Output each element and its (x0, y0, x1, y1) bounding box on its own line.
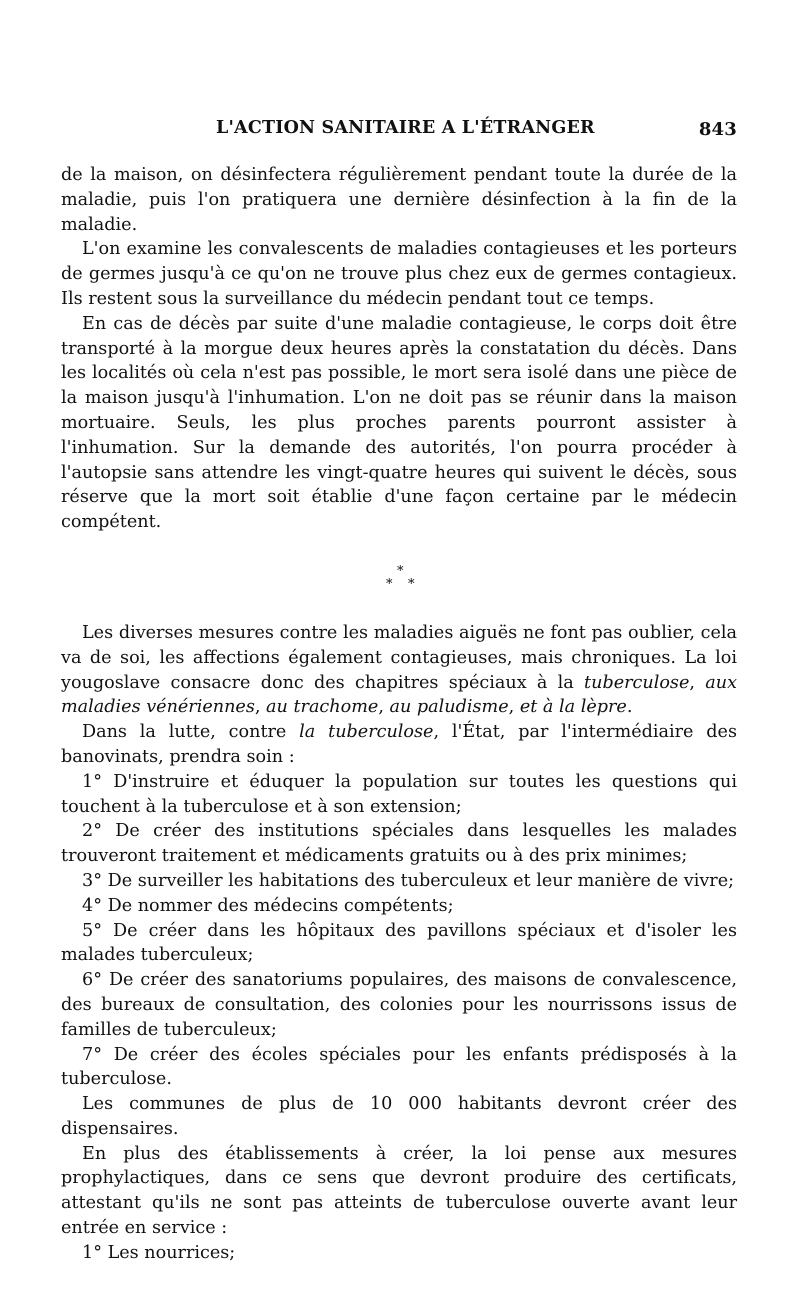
italic-term: au paludisme (389, 697, 509, 718)
measure-item: 1° D'instruire et éduquer la population sur toutes les questions qui touchent à la tuberculose et à son extension; (61, 771, 737, 817)
measure-item: 5° De créer dans les hôpitaux des pavillons spéciaux et d'isoler les malades tuberculeux; (61, 920, 737, 966)
italic-term: et à la lèpre (519, 697, 627, 718)
paragraph-certificats: En plus des établissements à créer, la loi pense aux mesures prophylactiques, dans ce sens que devront produire des certificats, attestant qu'ils ne sont pas atteints de tuberculose ouverte avant leur entrée en service : (61, 1143, 737, 1239)
italic-term: tuberculose (584, 672, 690, 693)
measure-item: 7° De créer des écoles spéciales pour les enfants prédisposés à la tuberculose. (61, 1044, 737, 1090)
paragraph-convalescents: L'on examine les convalescents de maladies contagieuses et les porteurs de germes jusqu'à ce qu'on ne trouve plus chez eux de germes contagieux. Ils restent sous la surveillance du médecin pendant tout ce temps. (61, 239, 737, 309)
measure-item: 6° De créer des sanatoriums populaires, des maisons de convalescence, des bureaux de consultation, des colonies pour les nourrissons issus de familles de tuberculeux; (61, 970, 737, 1040)
running-header (61, 118, 737, 148)
page-number: 843 (698, 119, 737, 140)
certificate-item: 1° Les nourrices; (82, 1242, 236, 1263)
paragraph-lutte: Dans la lutte, contre la tuberculose, l'État, par l'intermédiaire des banovinats, prendra soin : (61, 722, 737, 767)
measure-item: 2° De créer des institutions spéciales dans lesquelles les malades trouveront traitement et médicaments gratuits ou à des prix minimes; (61, 821, 737, 867)
body-text (61, 163, 737, 1266)
measure-item: 3° De surveiller les habitations des tuberculeux et leur manière de vivre; (82, 870, 735, 891)
italic-term: la tuberculose (299, 722, 434, 743)
asterism-star: * (397, 563, 404, 579)
paragraph-deces: En cas de décès par suite d'une maladie contagieuse, le corps doit être transporté à la morgue deux heures après la constatation du décès. Dans les localités où cela n'est pas possible, le mort sera isolé dans une pièce de la maison jusqu'à l'inhumation. L'on ne doit pas se réunir dans la maison mortuaire. Seuls, les plus proches parents pourront assister à l'inhumation. Sur la demande des autorités, l'on pourra procéder à l'autopsie sans attendre les vingt-quatre heures qui suivent le décès, sous réserve que la mort soit établie d'une façon certaine par le médecin compétent. (61, 313, 737, 533)
italic-term: au trachome (266, 697, 379, 718)
asterism-star: * (408, 576, 415, 592)
italic-term: aux maladies vénériennes (61, 672, 737, 718)
running-title: L'ACTION SANITAIRE A L'ÉTRANGER (216, 118, 595, 138)
paragraph-maladies-chroniques: Les diverses mesures contre les maladies aiguës ne font pas oublier, cela va de soi, les affections également contagieuses, mais chroniques. La loi yougoslave consacre donc des chapitres spéciaux à la tuberculose, aux maladies vénériennes, au trachome, au paludisme, et à la lèpre. (61, 622, 737, 718)
measure-item: 4° De nommer des médecins compétents; (82, 895, 454, 916)
asterism-separator (61, 535, 737, 621)
asterism-star: * (386, 576, 393, 592)
document-page (61, 118, 737, 1266)
paragraph-continuation: de la maison, on désinfectera régulièrement pendant toute la durée de la maladie, puis l'on pratiquera une dernière désinfection à la fin de la maladie. (61, 165, 737, 235)
paragraph-communes: Les communes de plus de 10 000 habitants devront créer des dispensaires. (61, 1094, 737, 1139)
